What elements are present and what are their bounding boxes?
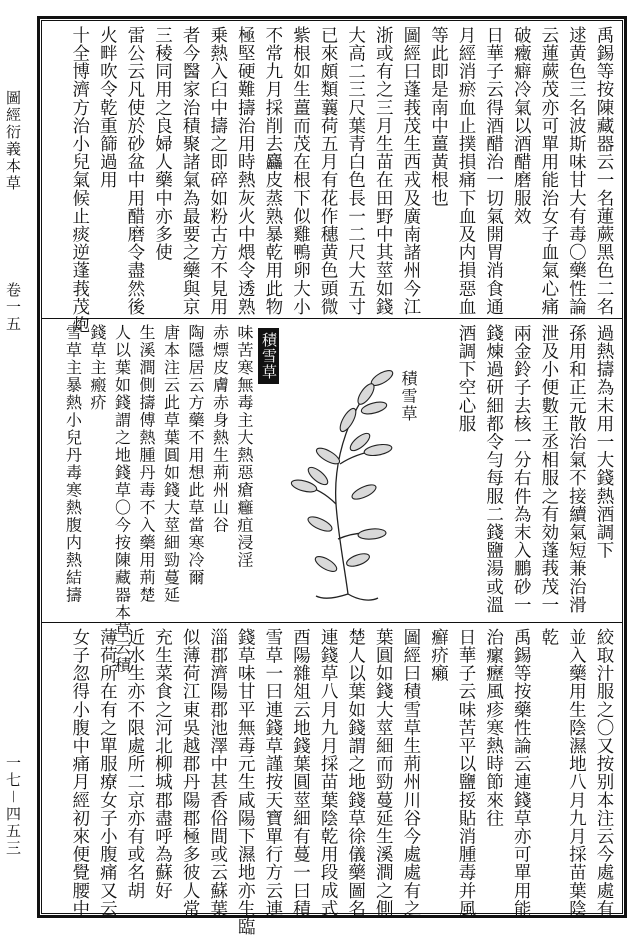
text-column: 浙或有之三月生苗在田野中其莖如錢 xyxy=(373,26,394,316)
text-column: 逑黄色三名波斯味甘大有毒〇藥性論 xyxy=(566,26,587,316)
text-column: 並入藥用生陰濕地八月九月採苗葉陰 xyxy=(566,628,587,918)
text-column: 赤熛皮膚赤身熱生荊州山谷 xyxy=(210,324,230,534)
middle-left-columns xyxy=(56,324,254,674)
text-column: 云蓮蕨茂亦可單用能治女子血氣心痛 xyxy=(538,26,559,316)
herb-title-box: 積雪草 xyxy=(258,328,279,384)
text-column: 泄及小便數王丞相服之有効蓬莪茂一 xyxy=(538,324,559,614)
text-column: 錢草味甘平無毒元生咸陽下濕地亦生臨 xyxy=(235,628,256,936)
text-column: 絞取汁服之〇又按别本注云今處處有 xyxy=(594,628,614,918)
text-column: 日華子云得酒醋治一切氣開胃消食通 xyxy=(483,26,504,316)
text-column: 已來頗類蘘荷五月有花作穗黄色頭微 xyxy=(318,26,339,316)
volume-label: 卷一五 xyxy=(4,282,22,333)
top-columns xyxy=(60,26,614,334)
text-column: 月經消瘀血止撲損痛下血及内損惡血 xyxy=(456,26,477,316)
text-column: 女子忽得小腹中痛月經初來便覺腰中 xyxy=(69,628,90,918)
text-column: 三稜同用之良婦人藥中亦多使 xyxy=(152,26,173,262)
text-column: 似薄荷江東吳越郡丹陽郡極多彼人常 xyxy=(180,628,201,918)
text-column: 充生菜食之河北柳城郡盡呼為蘇好 xyxy=(152,628,173,900)
text-column: 極堅硬難擣治用時熱灰火中煨令透熟 xyxy=(235,26,256,316)
book-title: 圖經衍義本草 xyxy=(4,90,22,192)
text-column: 生溪澗側擣傅熱腫丹毒不入藥用荊楚 xyxy=(137,324,156,604)
herb-leaves-icon xyxy=(290,368,395,575)
text-column: 紫根如生薑而茂在根下似雞鴨卵大小 xyxy=(290,26,311,316)
text-column: 不常九月採削去麤皮蒸熟暴乾用此物 xyxy=(262,26,283,316)
middle-right-columns xyxy=(446,324,612,616)
text-column: 圖經曰積雪草生荊州川谷今處處有之 xyxy=(400,628,421,918)
text-column: 破癥癖冷氣以酒醋磨服效 xyxy=(511,26,532,226)
text-column: 雷公云凡使於砂盆中用醋磨令盡然後 xyxy=(124,26,145,316)
bottom-columns xyxy=(60,628,614,936)
text-column: 淄郡濟陽郡池澤中甚香俗間或云蘇葉 xyxy=(207,628,228,918)
top-panel xyxy=(50,26,614,334)
text-column: 治瘰癧風疹寒熱時節來往 xyxy=(483,628,504,828)
text-column: 薄荷所在有之單服療女子小腹痛又云 xyxy=(97,628,118,918)
text-column: 禹錫等按陳藏器云一名蓮蕨黑色二名 xyxy=(594,26,614,316)
section-heading: 積雪草 xyxy=(399,370,418,423)
text-column: 錢煉過研細都令勻每服二錢鹽湯或溫 xyxy=(483,324,504,614)
text-column: 過熱擣為末用一大錢熱酒調下 xyxy=(594,324,614,560)
text-column: 酒調下空心服 xyxy=(456,324,477,433)
bottom-panel xyxy=(50,628,614,936)
text-column: 兩金鈴子去核一分右件為末入鵬砂一 xyxy=(511,324,532,614)
text-column: 錢草主瘢疥 xyxy=(88,324,107,412)
text-column: 唐本注云此草葉圓如錢大莖細勁蔓延 xyxy=(161,324,181,604)
text-column: 圖經曰蓬莪茂生西戎及廣南諸州今江 xyxy=(400,26,421,316)
text-column: 酉陽雜俎云地錢葉圓莖細有蔓一曰積 xyxy=(290,628,311,918)
text-column: 葉圓如錢大莖細而勁蔓延生溪澗之側 xyxy=(373,628,394,918)
text-column: 火畔吹令乾重篩過用 xyxy=(97,26,118,189)
text-column: 大高二三尺葉青白色長一二尺大五寸 xyxy=(345,26,366,316)
text-column: 雪草一曰連錢草謹按天寶單行方云連 xyxy=(262,628,283,918)
text-column: 陶隱居云方藥不用想此草當寒冷爾 xyxy=(186,324,205,587)
text-column: 人以葉如錢謂之地錢草〇今按陳藏器本草云積 xyxy=(112,324,132,674)
text-column: 雪草主暴熱小兒丹毒寒熱腹内熱結擣 xyxy=(63,324,83,604)
text-column: 者今醫家治積聚諸氣為最要之藥與京 xyxy=(180,26,201,316)
text-column: 孫用和正元散治氣不接續氣短兼治滑 xyxy=(566,324,587,614)
divider-top xyxy=(42,318,622,319)
text-column: 日華子云味苦平以鹽挼貼消腫毒并風 xyxy=(456,628,477,918)
herb-illustration xyxy=(278,364,410,604)
text-column: 乾 xyxy=(538,628,559,647)
page-number: 一七－四五三 xyxy=(4,755,22,858)
text-column: 禹錫等按藥性論云連錢草亦可單用能 xyxy=(511,628,532,918)
text-column: 味苦寒無毒主大熱惡瘡癰疽浸淫 xyxy=(235,324,254,569)
text-column: 近水生亦不限處所二京亦有或名胡 xyxy=(124,628,145,900)
text-column: 楚人以葉如錢謂之地錢草徐儀藥圖名 xyxy=(345,628,366,918)
text-column: 等此即是南中薑黃根也 xyxy=(428,26,449,207)
text-column: 十全博濟方治小兒氣候止痰逆蓬莪茂炮 xyxy=(69,26,90,334)
text-column: 癬疥癩 xyxy=(428,628,449,683)
text-column: 連錢草八月九月採苗葉陰乾用段成式 xyxy=(318,628,339,918)
text-column: 乗熱入臼中擣之即碎如粉古方不見用 xyxy=(207,26,228,316)
